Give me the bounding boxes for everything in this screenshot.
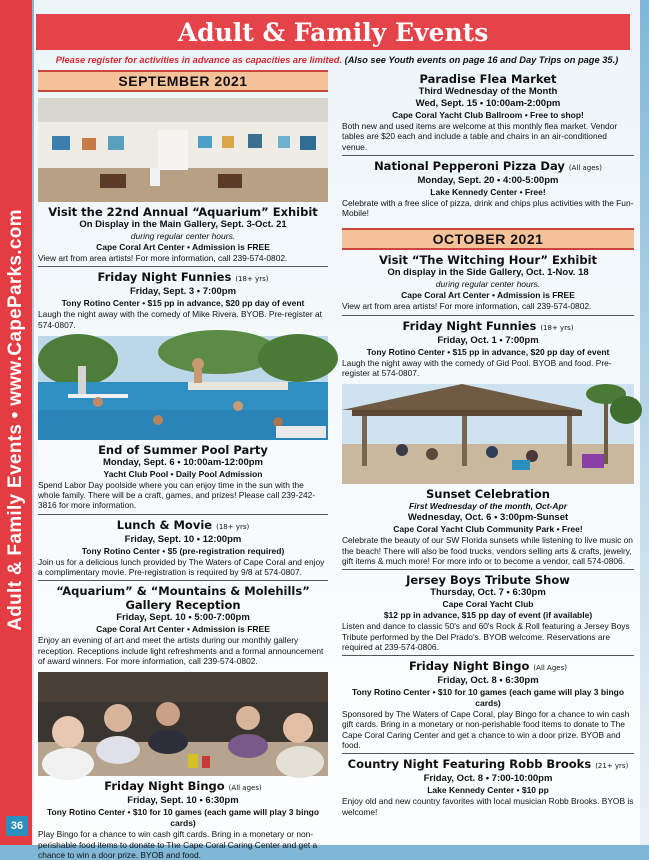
event-country-night — [342, 757, 634, 817]
event-location: Cape Coral Art Center • Admission is FREE — [401, 290, 575, 301]
event-title-text: National Pepperoni Pizza Day — [374, 158, 565, 173]
left-column — [38, 70, 328, 860]
event-title-text: Country Night Featuring Robb Brooks — [347, 757, 592, 772]
event-date: Friday, Sept. 3 • 7:00pm — [129, 286, 237, 298]
event-description: View art from area artists! For more information, call 239-574-0802. — [38, 253, 288, 263]
event-friday-night-funnies-sept — [38, 270, 328, 330]
event-title-text: Lunch & Movie — [116, 517, 213, 532]
event-location: Tony Rotino Center • $5 (pre-registration required) — [81, 545, 285, 556]
event-price: $12 pp in advance, $15 pp day of event (if available) — [383, 610, 593, 621]
event-title — [342, 659, 634, 675]
event-friday-bingo-sept — [38, 779, 328, 860]
registration-notice — [34, 55, 640, 65]
sunset-photo — [342, 384, 634, 484]
divider — [342, 569, 634, 570]
notice-black: (Also see Youth events on page 16 and Day Trips on page 35.) — [344, 55, 619, 65]
month-heading-september: SEPTEMBER 2021 — [38, 70, 328, 92]
event-flea-market — [342, 72, 634, 152]
event-summer-pool-party — [38, 443, 328, 511]
event-location: Tony Rotino Center • $10 for 10 games (each game will play 3 bingo cards) — [351, 687, 625, 709]
event-title — [342, 757, 634, 773]
event-date: Monday, Sept. 6 • 10:00am-12:00pm — [103, 456, 263, 468]
bingo-photo — [38, 672, 328, 776]
sidebar — [0, 0, 32, 845]
event-date: Wed, Sept. 15 • 10:00am-2:00pm — [415, 98, 561, 109]
event-title: Sunset Celebration — [426, 487, 550, 502]
page-number: 36 — [6, 816, 28, 836]
divider — [38, 514, 328, 515]
event-date: Friday, Oct. 8 • 6:30pm — [437, 675, 539, 687]
gallery-photo — [38, 98, 328, 202]
event-gallery-reception — [38, 584, 328, 666]
event-description: View art from area artists! For more information, call 239-574-0802. — [342, 301, 592, 312]
event-age-tag: (18+ yrs) — [540, 323, 574, 332]
event-description: Both new and used items are welcome at this monthly flea market. Vendor tables are $20 each and include a table and chairs in an air-conditioned venue. — [342, 121, 618, 152]
event-description: Sponsored by The Waters of Cape Coral, play Bingo for a chance to win cash gift cards. Bring in a monetary or non-perishable food items to donate to The Cape Coral Caring Center and get a chance to win a door prize. BYOB and food. — [342, 709, 630, 751]
event-title-text: Friday Night Bingo — [104, 779, 225, 794]
event-lunch-movie — [38, 518, 328, 578]
event-location: Cape Coral Art Center • Admission is FREE — [96, 242, 270, 252]
event-title — [342, 159, 634, 175]
right-column — [342, 70, 634, 817]
event-title-text: Friday Night Bingo — [409, 659, 530, 674]
event-location: Tony Rotino Center • $15 pp in advance, $20 pp day of event — [61, 298, 305, 309]
event-description: Play Bingo for a chance to win cash gift cards. Bring in a monetary or non-perishable food items to donate to The Cape Coral Caring Center and get a chance to win a door prize. BYOB and food. — [38, 829, 318, 860]
page-title: Adult & Family Events — [36, 14, 630, 50]
event-location: Tony Rotino Center • $10 for 10 games (each game will play 3 bingo cards) — [46, 807, 320, 829]
event-date: Friday, Sept. 10 • 6:30pm — [127, 795, 239, 807]
event-sunset-celebration — [342, 487, 634, 566]
event-age-tag: (All ages) — [568, 163, 602, 172]
event-location: Cape Coral Yacht Club — [442, 599, 534, 610]
event-title: “Aquarium” & “Mountains & Molehills” Gallery Reception — [56, 584, 310, 613]
event-date: On display in the Side Gallery, Oct. 1-Nov. 18 — [387, 267, 589, 279]
event-description: Spend Labor Day poolside where you can enjoy time in the sun with the whole family. There will be a craft, games, and prizes! Please call 239-242-3816 for more information. — [38, 479, 316, 511]
event-location: Cape Coral Yacht Club Ballroom • Free to shop! — [392, 110, 584, 120]
event-date: Wednesday, Oct. 6 • 3:00pm-Sunset — [407, 512, 569, 524]
notice-red: Please register for activities in advance as capacities are limited. — [55, 55, 343, 65]
pool-photo — [38, 336, 328, 440]
page-content — [34, 0, 640, 860]
event-friday-bingo-oct — [342, 659, 634, 750]
event-note: during regular center hours. — [130, 231, 236, 241]
event-date: Friday, Oct. 8 • 7:00-10:00pm — [423, 773, 553, 785]
event-location: Cape Coral Yacht Club Community Park • Free! — [393, 524, 583, 535]
event-title — [38, 518, 328, 534]
event-location: Tony Rotino Center • $15 pp in advance, $20 pp day of event — [366, 346, 610, 357]
event-date: Monday, Sept. 20 • 4:00-5:00pm — [417, 174, 559, 186]
event-location: Lake Kennedy Center • Free! — [430, 186, 546, 197]
event-note: during regular center hours. — [435, 279, 541, 290]
event-age-tag: (18+ yrs) — [235, 275, 269, 284]
event-recurrence: First Wednesday of the month, Oct-Apr — [408, 501, 568, 512]
event-title — [342, 319, 634, 335]
event-description: Laugh the night away with the comedy of Gid Pool. BYOB and food. Pre-register at 574-0807. — [342, 357, 612, 379]
event-pepperoni-pizza-day — [342, 159, 634, 219]
month-heading-october: OCTOBER 2021 — [342, 228, 634, 250]
event-date: Thursday, Oct. 7 • 6:30pm — [430, 587, 546, 599]
event-date: Friday, Sept. 10 • 5:00-7:00pm — [116, 612, 250, 624]
event-title: Jersey Boys Tribute Show — [406, 573, 570, 588]
divider — [342, 655, 634, 656]
event-title: End of Summer Pool Party — [98, 442, 268, 457]
event-date: Friday, Oct. 1 • 7:00pm — [437, 334, 539, 346]
event-title — [38, 270, 328, 286]
event-title: Visit the 22nd Annual “Aquarium” Exhibit — [48, 205, 318, 219]
event-title — [38, 779, 328, 795]
event-date: Friday, Sept. 10 • 12:00pm — [124, 533, 242, 545]
divider — [38, 580, 328, 581]
event-age-tag: (All Ages) — [533, 664, 567, 673]
event-location: Cape Coral Art Center • Admission is FREE — [96, 624, 270, 635]
event-description: Celebrate the beauty of our SW Florida sunsets while listening to live music on the beach! There will also be food trucks, vendors selling arts & crafts, jewelry, gift items & much more! For more info or to become a vendor, call 574-0806. — [342, 535, 633, 566]
event-description: Laugh the night away with the comedy of Mike Rivera. BYOB. Pre-register at 574-0807. — [38, 309, 322, 330]
event-age-tag: (21+ yrs) — [595, 762, 629, 771]
sidebar-text: Adult & Family Events • www.CapeParks.com — [5, 209, 26, 631]
event-age-tag: (18+ yrs) — [216, 522, 250, 531]
event-witching-hour — [342, 253, 634, 311]
event-date: On Display in the Main Gallery, Sept. 3-Oct. 21 — [79, 219, 287, 230]
event-title: Paradise Flea Market — [419, 72, 557, 86]
event-location: Lake Kennedy Center • $10 pp — [427, 785, 549, 796]
divider — [38, 266, 328, 267]
divider — [342, 315, 634, 316]
event-title-text: Friday Night Funnies — [97, 270, 232, 285]
event-description: Listen and dance to classic 50's and 60's Rock & Roll featuring a Jersey Boys Tribute performed by the Del Prado's. BYOB welcome. Reservations are required at 239-574-0806. — [342, 621, 630, 652]
event-description: Enjoy old and new country favorites with local musician Robb Brooks. BYOB is welcome! — [342, 796, 634, 817]
event-title-text: Friday Night Funnies — [402, 318, 537, 333]
event-location: Yacht Club Pool • Daily Pool Admission — [103, 468, 263, 479]
divider — [342, 753, 634, 754]
event-age-tag: (All ages) — [228, 784, 262, 793]
event-title: Visit “The Witching Hour” Exhibit — [378, 253, 598, 268]
event-jersey-boys — [342, 573, 634, 652]
event-aquarium-exhibit — [38, 205, 328, 263]
event-friday-night-funnies-oct — [342, 319, 634, 379]
event-recurrence: Third Wednesday of the Month — [418, 86, 558, 97]
event-description: Celebrate with a free slice of pizza, drink and chips plus activities with the Fun-Mobile! — [342, 197, 634, 219]
event-description: Enjoy an evening of art and meet the artists during our monthly gallery reception. Receptions include light refreshments and a formal announcement of award winners. For more information, call 239-574-0802. — [38, 635, 324, 666]
event-description: Join us for a delicious lunch provided by The Waters of Cape Coral and enjoy a complimentary movie. Pre-registration is required by 9/8 at 574-0807. — [38, 556, 325, 578]
divider — [342, 155, 634, 156]
